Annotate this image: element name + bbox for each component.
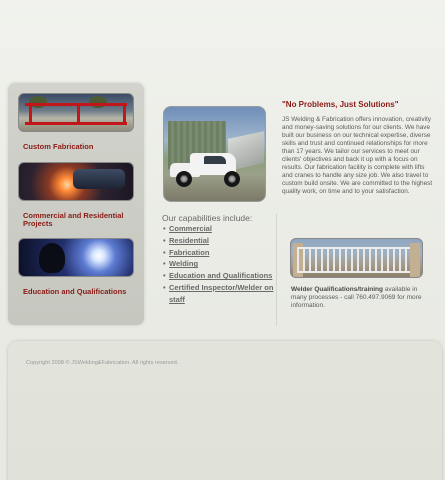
capability-link-residential[interactable]: Residential (169, 235, 210, 245)
list-item (163, 247, 278, 259)
sidebar-item-commercial-residential[interactable]: Commercial and Residential Projects (23, 211, 124, 228)
footer-panel (8, 341, 442, 480)
intro-paragraph: JS Welding & Fabrication offers innovation, creativity and money-saving solutions for our clients. We have built our business on our technical expertise, diverse skills and trust and continued relationships for more than 17 years. We tailor our services to meet our clients' objectives and back it up with a focus on results. Our fabrication facility is complete with lifts and cranes to handle any size job. We also travel to custom build onsite. We are committed to the highest quality work, on time and to your satisfaction. (282, 116, 433, 195)
list-item (163, 270, 278, 282)
sidebar-item-custom-fabrication[interactable]: Custom Fabrication (23, 142, 94, 151)
gate-photo (290, 238, 423, 278)
capability-link-welding[interactable]: Welding (169, 259, 199, 269)
column-divider (276, 214, 277, 326)
truck-photo (163, 106, 266, 202)
sidebar-panel (8, 83, 144, 325)
capabilities-list (163, 223, 278, 306)
capabilities-heading: Our capabilities include: (162, 213, 253, 223)
capability-link-education[interactable]: Education and Qualifications (169, 271, 273, 281)
copyright-text: Copyright 2008 © JSWelding&Fabrication. All rights reserved. (26, 360, 179, 366)
education-qualifications-image[interactable] (18, 238, 134, 277)
qualifications-title: Welder Qualifications/training (291, 286, 383, 293)
sidebar-item-education-qualifications[interactable]: Education and Qualifications (23, 287, 127, 296)
capability-link-commercial[interactable]: Commercial (169, 224, 212, 233)
qualifications-detail: available in many processes - call 760.497.9069 for more information. (291, 286, 422, 309)
qualifications-text (291, 286, 431, 310)
list-item (163, 258, 278, 270)
custom-fabrication-image[interactable] (18, 93, 134, 132)
commercial-residential-image[interactable] (18, 162, 134, 201)
list-item (163, 235, 278, 247)
list-item (163, 282, 278, 306)
tagline: "No Problems, Just Solutions" (282, 100, 399, 109)
list-item (163, 223, 278, 235)
capability-link-certified-inspector[interactable]: Certified Inspector/Welder on staff (169, 282, 274, 304)
capability-link-fabrication[interactable]: Fabrication (169, 247, 210, 257)
